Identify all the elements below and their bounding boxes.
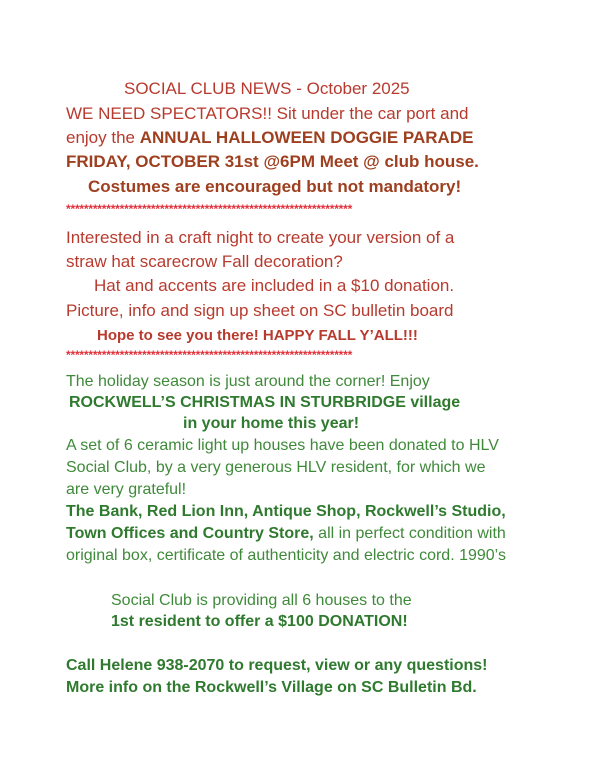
parade-date: FRIDAY, OCTOBER 31st @6PM Meet @ club house. — [66, 152, 479, 171]
contact-line-2: More info on the Rockwell’s Village on SC Bulletin Bd. — [66, 679, 477, 696]
divider-stars-1: **************************************************************** — [66, 203, 353, 215]
parade-line-2-plain: enjoy the — [66, 128, 140, 147]
contact-line-1: Call Helene 938-2070 to request, view or any questions! — [66, 657, 488, 674]
craft-line-3: Hat and accents are included in a $10 donation. — [94, 276, 455, 295]
parade-costumes: Costumes are encouraged but not mandatory! — [88, 177, 462, 196]
holiday-line-6: are very grateful! — [66, 481, 187, 498]
holiday-line-2: ROCKWELL’S CHRISTMAS IN STURBRIDGE village — [69, 394, 461, 411]
craft-line-1: Interested in a craft night to create your version of a — [66, 228, 455, 247]
holiday-line-8-plain: all in perfect condition with — [313, 525, 506, 542]
holiday-line-5: Social Club, by a very generous HLV resident, for which we — [66, 459, 486, 476]
craft-line-2: straw hat scarecrow Fall decoration? — [66, 252, 343, 271]
holiday-line-8 — [66, 524, 506, 544]
holiday-line-1: The holiday season is just around the corner! Enjoy — [66, 373, 430, 390]
parade-event-name: ANNUAL HALLOWEEN DOGGIE PARADE — [139, 128, 474, 147]
holiday-line-9: original box, certificate of authenticity and electric cord. 1990’s — [66, 547, 506, 564]
holiday-line-8-bold: Town Offices and Country Store, — [66, 525, 314, 542]
craft-line-5: Hope to see you there! HAPPY FALL Y’ALL!!! — [97, 327, 418, 344]
newsletter-title: SOCIAL CLUB NEWS - October 2025 — [124, 79, 410, 98]
holiday-houses-list: The Bank, Red Lion Inn, Antique Shop, Rockwell’s Studio, — [66, 503, 506, 520]
craft-line-4: Picture, info and sign up sheet on SC bulletin board — [66, 301, 454, 320]
parade-line-2 — [66, 128, 473, 148]
offer-line-2: 1st resident to offer a $100 DONATION! — [111, 613, 408, 630]
offer-line-1: Social Club is providing all 6 houses to the — [111, 592, 412, 609]
divider-stars-2: **************************************************************** — [66, 349, 353, 361]
holiday-line-3: in your home this year! — [183, 415, 360, 432]
parade-line-1: WE NEED SPECTATORS!! Sit under the car port and — [66, 104, 469, 123]
holiday-line-4: A set of 6 ceramic light up houses have been donated to HLV — [66, 437, 499, 454]
